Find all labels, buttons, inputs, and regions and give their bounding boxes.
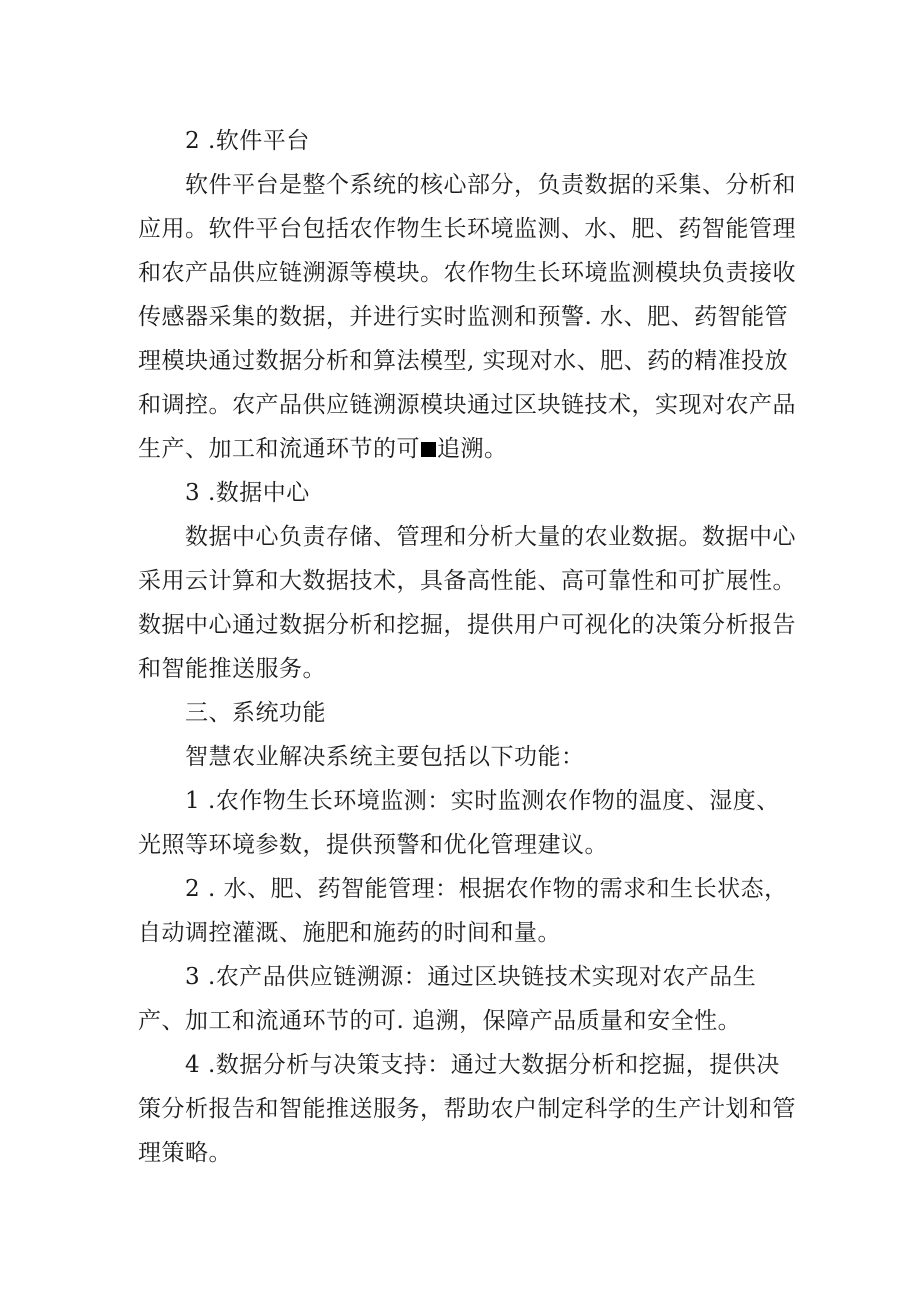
paragraph-line: 和农产品供应链溯源等模块。农作物生长环境监测模块负责接收 [138,260,796,286]
paragraph-line: 采用云计算和大数据技术，具备高性能、高可靠性和可扩展性。 [138,568,796,594]
chapter-heading-system-functions: 三、系统功能 [185,700,326,726]
paragraph-line: 数据中心通过数据分析和挖掘，提供用户可视化的决策分析报告 [138,612,796,638]
paragraph-line: 数据中心负责存储、管理和分析大量的农业数据。数据中心 [185,524,796,550]
intro-line: 智慧农业解决系统主要包括以下功能： [185,744,585,770]
function-item-line: 2 . 水、肥、药智能管理：根据农作物的需求和生长状态， [185,876,788,902]
black-square-mark [421,442,436,457]
paragraph-line-with-mark [138,434,508,464]
function-item-line: 4 .数据分析与决策支持：通过大数据分析和挖掘，提供决 [185,1052,780,1078]
function-item-line: 自动调控灌溉、施肥和施药的时间和量。 [138,920,561,946]
function-item-line: 1 .农作物生长环境监测：实时监测农作物的温度、湿度、 [185,788,780,814]
function-item-line: 产、加工和流通环节的可. 追溯，保障产品质量和安全性。 [138,1008,742,1034]
paragraph-line: 理模块通过数据分析和算法模型, 实现对水、肥、药的精准投放 [138,348,789,374]
paragraph-line: 传感器采集的数据，并进行实时监测和预警. 水、肥、药智能管 [138,304,789,330]
function-item-line: 3 .农产品供应链溯源：通过区块链技术实现对农产品生 [185,964,757,990]
paragraph-line: 和智能推送服务。 [138,656,326,682]
text-fragment: 追溯。 [437,436,508,462]
text-fragment: 生产、加工和流通环节的可 [138,436,420,462]
function-item-line: 光照等环境参数，提供预警和优化管理建议。 [138,832,608,858]
paragraph-line: 应用。软件平台包括农作物生长环境监测、水、肥、药智能管理 [138,216,796,242]
paragraph-line: 和调控。农产品供应链溯源模块通过区块链技术，实现对农产品 [138,392,796,418]
function-item-line: 理策略。 [138,1140,232,1166]
section-heading-data-center: 3 .数据中心 [185,480,310,506]
section-heading-software-platform: 2 .软件平台 [185,128,310,154]
paragraph-line: 软件平台是整个系统的核心部分，负责数据的采集、分析和 [185,172,796,198]
function-item-line: 策分析报告和智能推送服务，帮助农户制定科学的生产计划和管 [138,1096,796,1122]
